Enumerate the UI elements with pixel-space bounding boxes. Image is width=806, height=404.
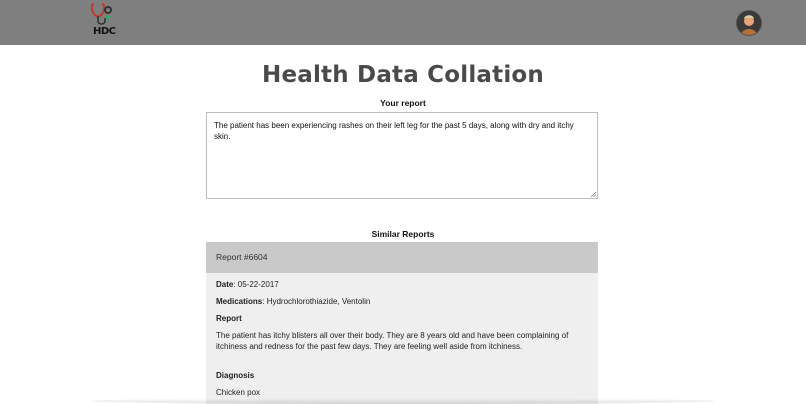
logo-text: HDC	[93, 26, 116, 37]
resize-grip-icon[interactable]	[590, 191, 596, 197]
page-bottom-shadow	[90, 398, 716, 404]
your-report-text: The patient has been experiencing rashes on their left leg for the past 5 days, along with dry and itchy skin.	[214, 121, 574, 141]
medications-value: Hydrochlorothiazide, Ventolin	[266, 297, 371, 306]
diagnosis-value: Chicken pox	[216, 388, 261, 397]
report-medications-row: Medications: Hydrochlorothiazide, Ventolin	[216, 297, 371, 306]
stethoscope-logo-icon	[88, 2, 118, 28]
your-report-label: Your report	[380, 98, 426, 108]
report-date-row: Date: 05-22-2017	[216, 280, 279, 289]
medications-label: Medications	[216, 297, 263, 306]
similar-reports-label: Similar Reports	[371, 229, 435, 239]
report-section-label: Report	[216, 314, 242, 323]
diagnosis-label: Diagnosis	[216, 371, 255, 380]
report-text: The patient has itchy blisters all over their body. They are 8 years old and have been complaining of itchiness and redness for the past few days. They are feeling well aside from itchiness.	[216, 331, 569, 351]
page-title: Health Data Collation	[262, 62, 544, 88]
user-avatar-icon	[737, 11, 761, 35]
report-card-body	[206, 273, 598, 398]
date-label: Date	[216, 280, 234, 289]
your-report-textarea[interactable]	[206, 112, 598, 199]
report-card-title: Report #6604	[206, 242, 598, 273]
date-value: 05-22-2017	[237, 280, 279, 289]
similar-report-card[interactable]	[206, 242, 598, 404]
avatar[interactable]	[737, 11, 761, 35]
hdc-logo[interactable]	[88, 2, 118, 42]
top-navbar	[0, 0, 806, 45]
